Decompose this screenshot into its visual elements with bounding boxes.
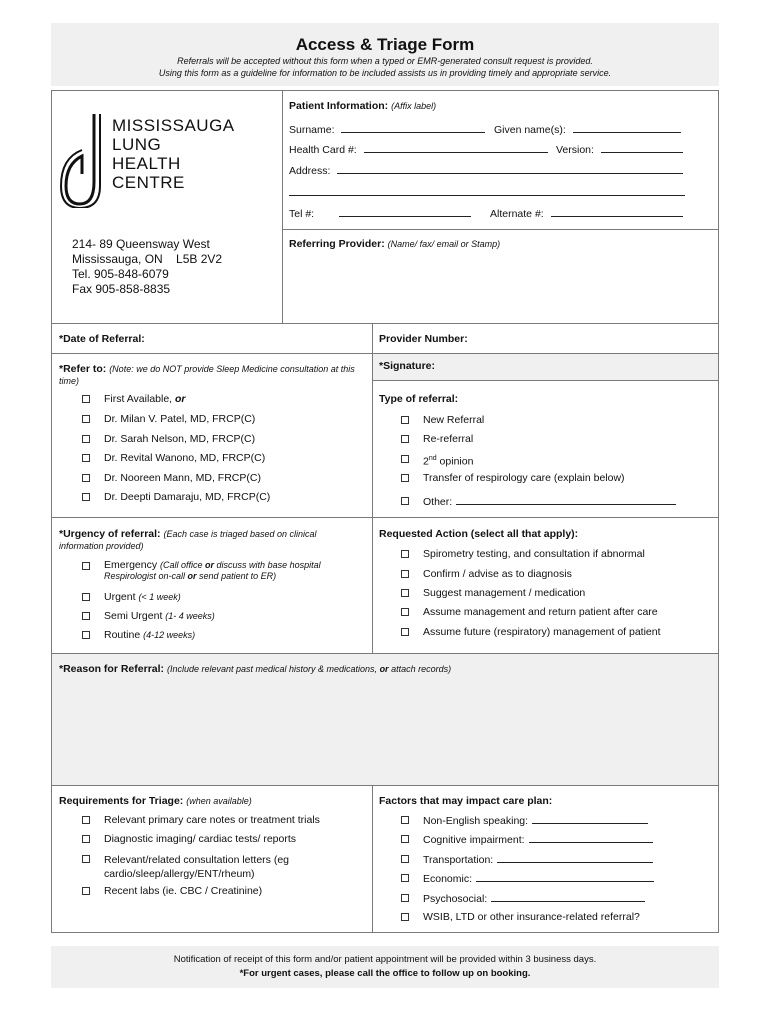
checkbox[interactable] [401,589,409,597]
address-fax: Fax 905-858-8835 [72,282,171,296]
checkbox[interactable] [82,493,90,501]
checkbox[interactable] [401,435,409,443]
requirements-heading: Requirements for Triage: (when available) [59,795,252,807]
given-name-field[interactable]: Given name(s): [494,123,681,136]
checkbox[interactable] [401,628,409,636]
address-field[interactable]: Address: [289,164,683,177]
tel-field[interactable]: Tel #: [289,207,471,220]
checkbox[interactable] [401,608,409,616]
checkbox[interactable] [82,562,90,570]
checkbox[interactable] [401,835,409,843]
requested-action-heading: Requested Action (select all that apply): [379,528,579,540]
checkbox[interactable] [82,855,90,863]
lung-logo-icon [60,112,106,208]
checkbox[interactable] [82,593,90,601]
form-footer [51,946,719,988]
checkbox[interactable] [401,874,409,882]
clinic-address [72,237,222,297]
checkbox[interactable] [401,497,409,505]
header-subtitle-1: Referrals will be accepted without this form when a typed or EMR-generated consult request is provided. [177,56,593,66]
checkbox[interactable] [401,550,409,558]
checkbox[interactable] [82,474,90,482]
checkbox[interactable] [401,474,409,482]
checkbox[interactable] [82,612,90,620]
header-subtitle-2: Using this form as a guideline for information to be included assists us in providing timely and appropriate service. [158,68,612,78]
provider-number-label[interactable]: Provider Number: [379,333,468,345]
address-street: 214- 89 Queensway West [72,237,210,251]
address-city: Mississauga, ON L5B 2V2 [72,252,223,266]
refer-to-heading: *Refer to: (Note: we do NOT provide Sleep Medicine consultation at this time) [59,363,355,386]
checkbox[interactable] [401,816,409,824]
logo-line-2: LUNG [112,135,162,154]
type-of-referral-heading: Type of referral: [379,393,459,405]
health-card-field[interactable]: Health Card #: [289,143,548,156]
signature-label[interactable]: *Signature: [379,360,436,372]
footer-urgent-note: *For urgent cases, please call the office to follow up on booking. [239,968,531,979]
checkbox[interactable] [401,894,409,902]
checkbox[interactable] [401,416,409,424]
checkbox[interactable] [82,435,90,443]
form-title: Access & Triage Form [295,35,475,54]
checkbox[interactable] [401,913,409,921]
checkbox[interactable] [82,395,90,403]
form-header [51,23,719,86]
logo-line-3: HEALTH [112,154,181,173]
footer-notification: Notification of receipt of this form and/or patient appointment will be provided within 3 business days. [173,954,597,965]
referring-provider-label[interactable]: Referring Provider: (Name/ fax/ email or Stamp) [289,238,501,250]
surname-field[interactable]: Surname: [289,123,485,136]
logo-line-4: CENTRE [112,173,185,192]
checkbox[interactable] [401,855,409,863]
address-field-line-2[interactable] [289,186,685,199]
clinic-logo [60,112,260,212]
checkbox[interactable] [82,415,90,423]
address-tel: Tel. 905-848-6079 [72,267,169,281]
checkbox[interactable] [82,887,90,895]
checkbox[interactable] [82,631,90,639]
alternate-field[interactable]: Alternate #: [490,207,683,220]
checkbox[interactable] [82,454,90,462]
logo-line-1: MISSISSAUGA [112,116,235,135]
urgency-heading: *Urgency of referral: (Each case is triaged based on clinical information provided) [59,528,317,551]
version-field[interactable]: Version: [556,143,683,156]
reason-for-referral-label[interactable]: *Reason for Referral: (Include relevant past medical history & medications, or attach records) [59,663,452,675]
patient-info-heading: Patient Information: (Affix label) [289,100,437,112]
checkbox[interactable] [82,816,90,824]
checkbox[interactable] [401,455,409,463]
factors-heading: Factors that may impact care plan: [379,795,553,807]
checkbox[interactable] [401,570,409,578]
date-of-referral-label[interactable]: *Date of Referral: [59,333,145,345]
checkbox[interactable] [82,835,90,843]
